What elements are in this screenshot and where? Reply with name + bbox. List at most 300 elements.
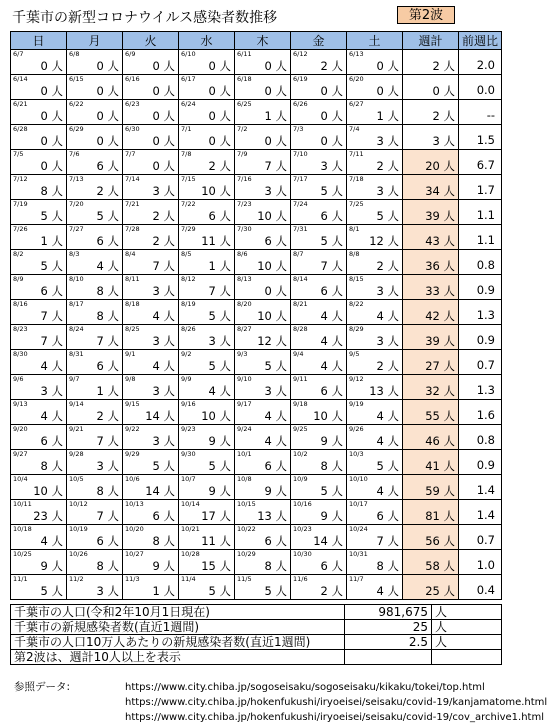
day-date: 6/24 [181, 100, 196, 108]
count-value: 5 [40, 209, 48, 223]
count-value: 4 [40, 409, 48, 423]
day-count [265, 385, 287, 398]
count-unit: 人 [163, 384, 175, 398]
summary-unit [432, 650, 502, 665]
count-unit: 人 [163, 559, 175, 573]
day-date: 9/15 [125, 400, 140, 408]
day-cell [123, 200, 179, 225]
day-count [377, 410, 399, 423]
count-unit: 人 [275, 559, 287, 573]
count-unit: 人 [275, 584, 287, 598]
weekly-total [425, 510, 455, 523]
count-unit: 人 [387, 334, 399, 348]
day-cell [235, 400, 291, 425]
count-value: 0 [96, 59, 104, 73]
day-count [209, 435, 231, 448]
header-monday: 月 [67, 32, 123, 50]
day-cell [235, 325, 291, 350]
total-value: 33 [425, 284, 440, 298]
total-value: 39 [425, 209, 440, 223]
day-count [377, 510, 399, 523]
total-value: 42 [425, 309, 440, 323]
count-value: 8 [40, 459, 48, 473]
day-date: 10/11 [13, 500, 32, 508]
count-value: 0 [40, 84, 48, 98]
week-ratio-cell [459, 100, 502, 125]
count-unit: 人 [275, 334, 287, 348]
day-cell [235, 75, 291, 100]
count-unit: 人 [387, 59, 399, 73]
table-row [11, 150, 502, 175]
day-cell [123, 250, 179, 275]
day-count [257, 260, 287, 273]
count-value: 10 [257, 209, 272, 223]
day-cell [179, 550, 235, 575]
count-unit: 人 [163, 584, 175, 598]
day-cell [67, 450, 123, 475]
weekly-total-cell [403, 200, 459, 225]
day-cell [347, 275, 403, 300]
week-ratio-cell [459, 475, 502, 500]
day-count [265, 460, 287, 473]
table-row [11, 50, 502, 75]
count-unit: 人 [219, 359, 231, 373]
reference-link-population[interactable]: https://www.city.chiba.jp/sogoseisaku/sogoseisaku/kikaku/tokei/top.html [125, 682, 485, 693]
day-cell [179, 575, 235, 600]
day-date: 8/18 [125, 300, 140, 308]
weekly-total [425, 335, 455, 348]
count-unit: 人 [275, 459, 287, 473]
weekly-total-cell [403, 325, 459, 350]
day-count [321, 560, 343, 573]
day-date: 6/22 [69, 100, 84, 108]
week-ratio-cell [459, 375, 502, 400]
count-unit: 人 [387, 309, 399, 323]
count-value: 2 [376, 359, 384, 373]
day-count [41, 110, 63, 123]
week-ratio: 1.1 [476, 233, 495, 247]
count-value: 6 [40, 284, 48, 298]
header-saturday: 土 [347, 32, 403, 50]
day-date: 7/26 [13, 225, 28, 233]
count-value: 2 [208, 159, 216, 173]
total-unit: 人 [443, 234, 455, 248]
header-week-ratio: 前週比 [459, 32, 502, 50]
day-cell [347, 100, 403, 125]
day-count [153, 435, 175, 448]
day-count [321, 485, 343, 498]
week-ratio: 0.0 [476, 83, 495, 97]
count-unit: 人 [107, 409, 119, 423]
day-date: 8/12 [181, 275, 196, 283]
table-row [11, 450, 502, 475]
day-cell [235, 100, 291, 125]
day-cell [123, 575, 179, 600]
day-count [321, 135, 343, 148]
summary-value: 981,675 [345, 605, 432, 620]
day-date: 9/11 [293, 375, 308, 383]
week-ratio: 0.8 [476, 433, 495, 447]
day-count [41, 535, 63, 548]
day-count [321, 60, 343, 73]
day-date: 7/4 [349, 125, 360, 133]
weekly-total [425, 385, 455, 398]
day-count [377, 485, 399, 498]
count-unit: 人 [163, 534, 175, 548]
count-value: 3 [40, 384, 48, 398]
day-cell [235, 125, 291, 150]
count-value: 6 [264, 534, 272, 548]
day-cell [291, 125, 347, 150]
day-date: 7/22 [181, 200, 196, 208]
count-value: 0 [208, 134, 216, 148]
count-unit: 人 [387, 284, 399, 298]
count-unit: 人 [163, 109, 175, 123]
total-unit: 人 [443, 384, 455, 398]
day-cell [291, 50, 347, 75]
count-unit: 人 [163, 359, 175, 373]
total-value: 43 [425, 234, 440, 248]
day-cell [291, 300, 347, 325]
day-count [321, 435, 343, 448]
count-value: 5 [208, 459, 216, 473]
count-unit: 人 [331, 59, 343, 73]
count-value: 0 [152, 84, 160, 98]
wave-badge: 第2波 [397, 6, 455, 24]
day-cell [67, 250, 123, 275]
day-date: 10/30 [293, 550, 312, 558]
week-ratio-cell [459, 500, 502, 525]
day-date: 10/10 [349, 475, 368, 483]
total-unit: 人 [443, 534, 455, 548]
day-date: 7/6 [69, 150, 80, 158]
header-weekly-total: 週計 [403, 32, 459, 50]
count-value: 6 [264, 234, 272, 248]
count-unit: 人 [387, 109, 399, 123]
day-cell [179, 175, 235, 200]
table-row [11, 225, 502, 250]
weekly-total [425, 535, 455, 548]
day-cell [235, 475, 291, 500]
count-unit: 人 [163, 409, 175, 423]
count-value: 3 [376, 134, 384, 148]
header-wednesday: 水 [179, 32, 235, 50]
table-row [11, 300, 502, 325]
count-unit: 人 [219, 234, 231, 248]
week-ratio-cell [459, 75, 502, 100]
count-unit: 人 [387, 559, 399, 573]
count-value: 1 [96, 384, 104, 398]
day-count [97, 485, 119, 498]
day-date: 7/15 [181, 175, 196, 183]
day-count [209, 135, 231, 148]
weekly-total-cell [403, 375, 459, 400]
total-unit: 人 [443, 184, 455, 198]
count-value: 6 [320, 384, 328, 398]
day-cell [235, 175, 291, 200]
day-date: 9/14 [69, 400, 84, 408]
day-cell [67, 325, 123, 350]
day-date: 7/29 [181, 225, 196, 233]
day-date: 6/26 [293, 100, 308, 108]
day-date: 10/25 [13, 550, 32, 558]
day-date: 8/10 [69, 275, 84, 283]
count-value: 4 [320, 309, 328, 323]
week-ratio-cell [459, 350, 502, 375]
day-count [153, 360, 175, 373]
summary-table [10, 604, 502, 665]
day-cell [291, 275, 347, 300]
day-date: 9/2 [181, 350, 192, 358]
count-unit: 人 [387, 234, 399, 248]
day-count [377, 285, 399, 298]
count-unit: 人 [163, 434, 175, 448]
week-ratio: 1.7 [476, 183, 495, 197]
count-value: 1 [40, 234, 48, 248]
week-ratio-cell [459, 425, 502, 450]
count-value: 15 [201, 559, 216, 573]
count-value: 10 [313, 409, 328, 423]
summary-label: 千葉市の新規感染者数(直近1週間) [11, 620, 345, 635]
count-unit: 人 [51, 459, 63, 473]
count-unit: 人 [219, 209, 231, 223]
count-unit: 人 [51, 409, 63, 423]
count-value: 8 [96, 309, 104, 323]
day-date: 6/9 [125, 50, 136, 58]
count-value: 13 [257, 509, 272, 523]
day-date: 6/23 [125, 100, 140, 108]
day-cell [11, 375, 67, 400]
count-value: 7 [96, 434, 104, 448]
day-date: 8/17 [69, 300, 84, 308]
day-cell [179, 500, 235, 525]
weekly-total [425, 460, 455, 473]
reference-link-case-archive[interactable]: https://www.city.chiba.jp/hokenfukushi/iryoeisei/seisaku/covid-19/cov_archive1.html [125, 712, 544, 723]
count-value: 6 [320, 284, 328, 298]
total-unit: 人 [443, 209, 455, 223]
day-cell [67, 125, 123, 150]
day-date: 6/19 [293, 75, 308, 83]
day-count [209, 385, 231, 398]
table-row [11, 375, 502, 400]
count-unit: 人 [51, 59, 63, 73]
table-body [11, 50, 502, 600]
total-value: 2 [432, 59, 440, 73]
day-cell [179, 100, 235, 125]
day-cell [291, 375, 347, 400]
day-date: 8/22 [349, 300, 364, 308]
table-row [11, 475, 502, 500]
count-unit: 人 [51, 309, 63, 323]
day-date: 7/18 [349, 175, 364, 183]
table-row [11, 400, 502, 425]
day-count [321, 210, 343, 223]
day-cell [123, 325, 179, 350]
count-value: 7 [96, 509, 104, 523]
week-ratio: 1.4 [476, 508, 495, 522]
total-unit: 人 [443, 334, 455, 348]
day-cell [67, 275, 123, 300]
day-date: 11/7 [349, 575, 364, 583]
count-unit: 人 [163, 459, 175, 473]
day-cell [347, 350, 403, 375]
day-count [97, 310, 119, 323]
day-count [209, 85, 231, 98]
day-count [41, 60, 63, 73]
table-row [11, 525, 502, 550]
day-date: 8/9 [13, 275, 24, 283]
count-value: 0 [152, 109, 160, 123]
day-cell [11, 150, 67, 175]
weekly-total [433, 135, 455, 148]
day-cell [179, 150, 235, 175]
count-value: 0 [40, 109, 48, 123]
day-count [209, 310, 231, 323]
day-cell [291, 550, 347, 575]
day-cell [347, 175, 403, 200]
day-cell [235, 250, 291, 275]
day-date: 7/10 [293, 150, 308, 158]
day-date: 6/11 [237, 50, 252, 58]
day-cell [347, 300, 403, 325]
count-value: 0 [320, 134, 328, 148]
count-value: 8 [320, 459, 328, 473]
day-count [321, 235, 343, 248]
day-cell [11, 500, 67, 525]
count-value: 6 [208, 209, 216, 223]
day-date: 7/9 [237, 150, 248, 158]
day-count [265, 110, 287, 123]
day-count [97, 410, 119, 423]
count-unit: 人 [51, 484, 63, 498]
total-value: 39 [425, 334, 440, 348]
count-unit: 人 [331, 159, 343, 173]
count-value: 0 [376, 84, 384, 98]
count-value: 6 [320, 209, 328, 223]
count-value: 0 [40, 134, 48, 148]
table-row [11, 125, 502, 150]
count-value: 6 [96, 534, 104, 548]
count-unit: 人 [51, 184, 63, 198]
day-date: 6/25 [237, 100, 252, 108]
day-cell [291, 200, 347, 225]
count-unit: 人 [51, 534, 63, 548]
day-date: 9/29 [125, 450, 140, 458]
weekly-total [425, 410, 455, 423]
day-date: 6/30 [125, 125, 140, 133]
weekly-total-cell [403, 450, 459, 475]
day-cell [235, 450, 291, 475]
day-cell [11, 100, 67, 125]
week-ratio: 1.3 [476, 308, 495, 322]
count-value: 1 [264, 109, 272, 123]
day-cell [179, 275, 235, 300]
count-unit: 人 [107, 109, 119, 123]
day-date: 10/2 [293, 450, 308, 458]
weekly-total [425, 310, 455, 323]
day-count [377, 210, 399, 223]
day-date: 9/20 [13, 425, 28, 433]
count-value: 4 [320, 334, 328, 348]
day-date: 8/21 [293, 300, 308, 308]
day-cell [347, 125, 403, 150]
total-unit: 人 [443, 84, 455, 98]
count-value: 9 [320, 509, 328, 523]
total-unit: 人 [443, 509, 455, 523]
count-unit: 人 [51, 159, 63, 173]
day-date: 9/19 [349, 400, 364, 408]
day-count [265, 135, 287, 148]
day-count [257, 310, 287, 323]
weekly-total [425, 560, 455, 573]
count-value: 14 [145, 484, 160, 498]
day-cell [11, 475, 67, 500]
weekly-total-cell [403, 250, 459, 275]
count-unit: 人 [219, 384, 231, 398]
weekly-total [433, 60, 455, 73]
count-value: 0 [96, 84, 104, 98]
day-cell [11, 175, 67, 200]
weekly-total-cell [403, 400, 459, 425]
day-count [209, 260, 231, 273]
day-count [97, 135, 119, 148]
summary-value [345, 650, 432, 665]
count-unit: 人 [163, 509, 175, 523]
day-date: 10/8 [237, 475, 252, 483]
count-value: 3 [96, 584, 104, 598]
day-count [153, 460, 175, 473]
day-cell [235, 375, 291, 400]
day-date: 6/15 [69, 75, 84, 83]
day-cell [291, 475, 347, 500]
count-value: 8 [40, 184, 48, 198]
reference-link-case-summary[interactable]: https://www.city.chiba.jp/hokenfukushi/iryoeisei/seisaku/covid-19/kanjamatome.html [125, 697, 548, 708]
count-unit: 人 [331, 134, 343, 148]
day-date: 6/12 [293, 50, 308, 58]
count-value: 0 [96, 134, 104, 148]
day-cell [11, 275, 67, 300]
weekly-total-cell [403, 275, 459, 300]
day-cell [235, 525, 291, 550]
table-row [11, 175, 502, 200]
total-unit: 人 [443, 134, 455, 148]
week-ratio-cell [459, 125, 502, 150]
day-cell [11, 225, 67, 250]
count-unit: 人 [275, 384, 287, 398]
count-unit: 人 [107, 309, 119, 323]
total-unit: 人 [443, 584, 455, 598]
table-row [11, 575, 502, 600]
day-cell [123, 300, 179, 325]
day-date: 10/16 [293, 500, 312, 508]
day-cell [67, 400, 123, 425]
day-cell [67, 225, 123, 250]
day-cell [347, 225, 403, 250]
day-cell [123, 150, 179, 175]
day-date: 6/13 [349, 50, 364, 58]
day-date: 10/4 [13, 475, 28, 483]
day-count [265, 285, 287, 298]
count-unit: 人 [107, 259, 119, 273]
count-unit: 人 [387, 384, 399, 398]
weekly-total-cell [403, 175, 459, 200]
day-date: 7/24 [293, 200, 308, 208]
day-count [377, 160, 399, 173]
day-cell [179, 350, 235, 375]
day-date: 10/17 [349, 500, 368, 508]
day-cell [179, 525, 235, 550]
day-cell [11, 75, 67, 100]
